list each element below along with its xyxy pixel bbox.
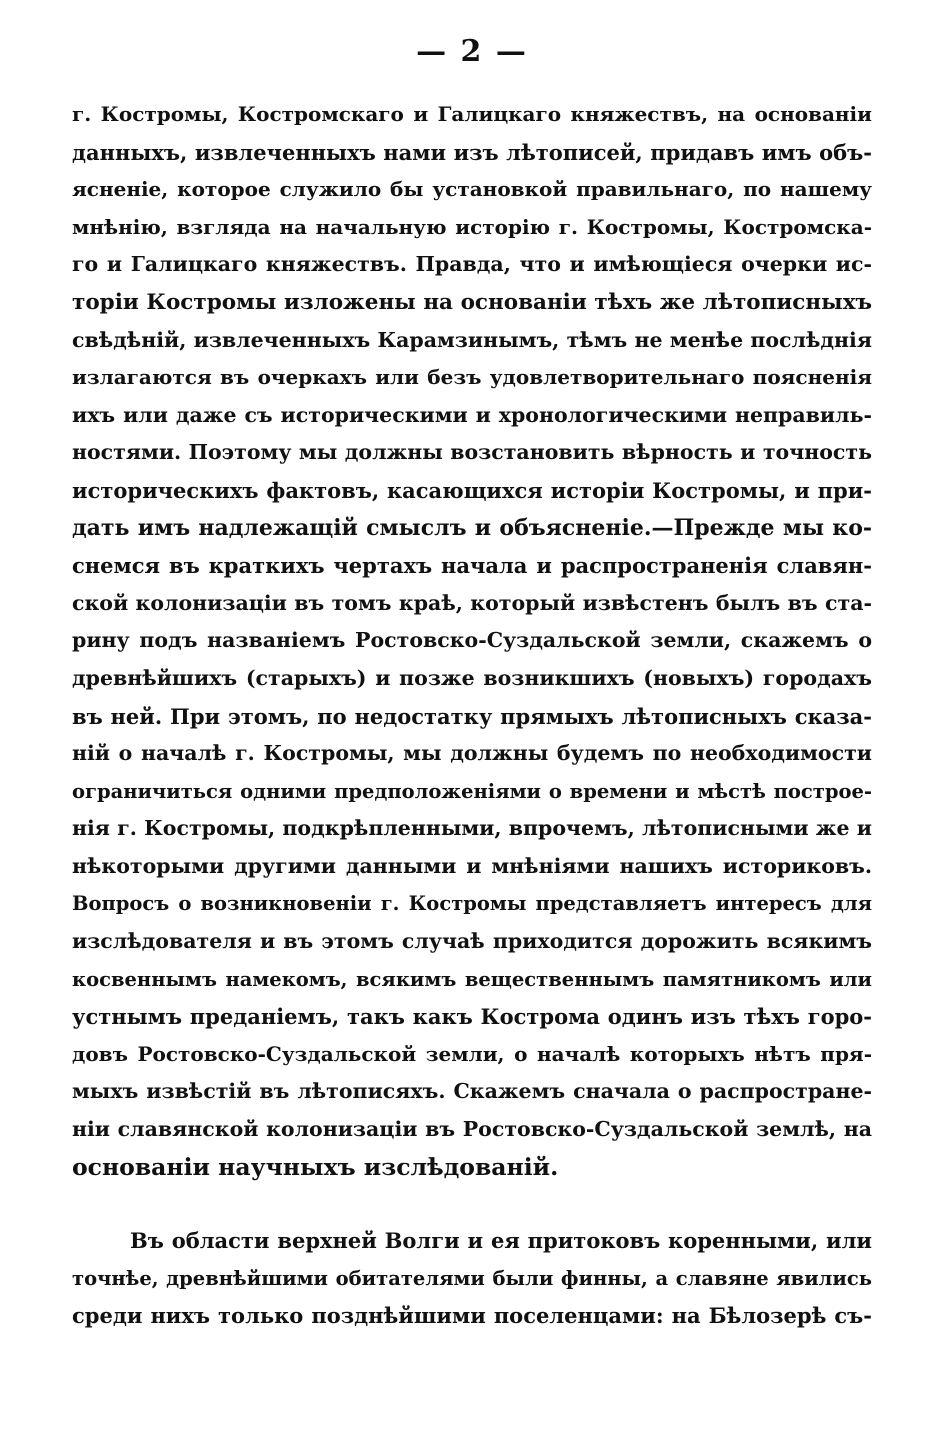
text-line: дать имъ надлежащій смыслъ и объясненіе.—Прежде мы ко-: [72, 514, 872, 541]
text-line: ской колонизаціи въ томъ краѣ, который извѣстенъ былъ въ ста-: [72, 590, 872, 615]
text-line: основаніи научныхъ изслѣдованій.: [72, 1152, 559, 1181]
text-line: ихъ или даже съ историческими и хронологическими неправиль-: [72, 402, 872, 427]
paragraph-2: [72, 1222, 872, 1335]
text-line: историческихъ фактовъ, касающихся исторіи Костромы, и при-: [72, 477, 872, 503]
text-line: устнымъ преданіемъ, такъ какъ Кострома одинъ изъ тѣхъ горо-: [72, 1004, 872, 1030]
text-line: ограничиться одними предположеніями о времени и мѣстѣ построе-: [72, 779, 872, 803]
text-line: свѣдѣній, извлеченныхъ Карамзинымъ, тѣмъ не менѣе послѣднія: [72, 327, 872, 352]
text-line: излагаются въ очеркахъ или безъ удовлетворительнаго поясненія: [72, 365, 872, 390]
text-line: точнѣе, древнѣйшими обитателями были финны, а славяне явились: [72, 1266, 872, 1290]
text-line: косвеннымъ намекомъ, всякимъ вещественнымъ памятникомъ или: [72, 967, 872, 991]
text-line: нѣкоторыми другими данными и мнѣніями нашихъ историковъ.: [72, 853, 872, 878]
text-line: древнѣйшихъ (старыхъ) и позже возникшихъ (новыхъ) городахъ: [72, 665, 872, 690]
text-line: довъ Ростовско-Суздальской земли, о началѣ которыхъ нѣтъ пря-: [72, 1041, 872, 1066]
text-line: мнѣнію, взгляда на начальную исторію г. Костромы, Костромска-: [72, 214, 872, 239]
text-line: ностями. Поэтому мы должны возстановить вѣрность и точность: [72, 440, 872, 465]
text-line: изслѣдователя и въ этомъ случаѣ приходится дорожить всякимъ: [72, 929, 872, 954]
paragraph-1: [72, 96, 872, 1186]
text-line: Въ области верхней Волги и ея притоковъ коренными, или: [130, 1228, 872, 1253]
text-line: торіи Костромы изложены на основаніи тѣхъ же лѣтописныхъ: [72, 289, 872, 315]
text-line: нія г. Костромы, подкрѣпленными, впрочемъ, лѣтописными же и: [72, 816, 872, 841]
text-line: ній о началѣ г. Костромы, мы должны будемъ по необходимости: [72, 741, 872, 766]
page-number: — 2 —: [416, 34, 528, 69]
text-line: го и Галицкаго княжествъ. Правда, что и имѣющіеся очерки ис-: [72, 252, 872, 277]
text-line: ясненіе, которое служило бы установкой правильнаго, по нашему: [72, 177, 872, 202]
text-line: снемся въ краткихъ чертахъ начала и распространенія славян-: [72, 553, 872, 579]
text-line: рину подъ названіемъ Ростовско-Суздальской земли, скажемъ о: [72, 628, 872, 653]
text-line: г. Костромы, Костромскаго и Галицкаго княжествъ, на основаніи: [72, 102, 872, 126]
text-line: Вопросъ о возникновеніи г. Костромы представляетъ интересъ для: [72, 892, 872, 916]
text-line: среди нихъ только позднѣйшими поселенцами: на Бѣлозерѣ съ-: [72, 1303, 872, 1329]
text-line: въ ней. При этомъ, по недостатку прямыхъ лѣтописныхъ сказа-: [72, 703, 872, 729]
text-line: мыхъ извѣстій въ лѣтописяхъ. Скажемъ сначала о распростране-: [72, 1079, 872, 1104]
text-line: данныхъ, извлеченныхъ нами изъ лѣтописей, придавъ имъ объ-: [72, 139, 872, 165]
text-line: ніи славянской колонизаціи въ Ростовско-Суздальской землѣ, на: [72, 1117, 872, 1142]
